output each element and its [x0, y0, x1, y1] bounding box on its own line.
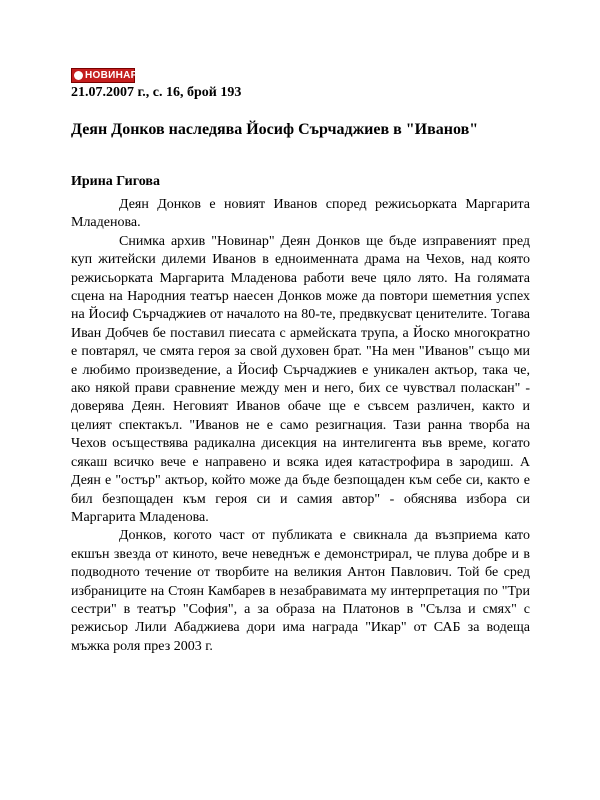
article-headline: Деян Донков наследява Йосиф Сърчаджиев в "Иванов"	[71, 121, 479, 138]
issue-line: 21.07.2007 г., с. 16, брой 193	[71, 85, 242, 100]
article-paragraph: Снимка архив "Новинар" Деян Донков ще бъде изправеният пред куп житейски дилеми Иванов в едноименната драма на Чехов, над която режисьорката Маргарита Младенова работи вече цяло лято. На голямата сцена на Народния театър наесен Донков може да повтори шеметния успех на Йосиф Сърчаджиев от началото на 80-те, предвкусват ценителите. Тогава Иван Добчев бе поставил пиесата с армейската трупа, а Йоско многократно е повтарял, че смята героя за свой духовен брат. "На мен "Иванов" също ми е любимо произведение, а Йосиф Сърчаджиев е уникален актьор, така че, ако някой прави сравнение между мен и него, бих се чувствал поласкан" - доверява Деян. Неговият Иванов обаче ще е съвсем различен, както и целият спектакъл. "Иванов не е само резигнация. Тази ранна творба на Чехов осъществява радикална дисекция на интелигента във време, когато сякаш всичко вече е направено и всяка идея катастрофира в зародиш. А Деян е "остър" актьор, който може да бъде безпощаден към себе си, както е бил безпощаден към героя си и самия автор" - обяснява избора си Маргарита Младенова.	[71, 233, 530, 525]
article-paragraph: Донков, когото част от публиката е свикнала да възприема като екшън звезда от киното, вече неведнъж е демонстрирал, че плува добре и в подводното течение от творбите на великия Антон Павлович. Той бе сред избраниците на Стоян Камбарев в незабравимата му интерпретация по "Три сестри" в театър "София", а за образа на Платонов в "Сълза и смях" с режисьор Лили Абаджиева дори има награда "Икар" от САБ за водеща мъжка роля през 2003 г.	[71, 528, 530, 654]
logo-text: НОВИНАР	[85, 69, 138, 81]
article-author: Ирина Гигова	[71, 174, 160, 189]
article-paragraph: Деян Донков е новият Иванов според режисьорката Маргарита Младенова.	[71, 197, 530, 231]
logo-emblem-icon	[74, 71, 83, 80]
article-body	[71, 196, 530, 656]
newspaper-logo	[71, 68, 138, 83]
